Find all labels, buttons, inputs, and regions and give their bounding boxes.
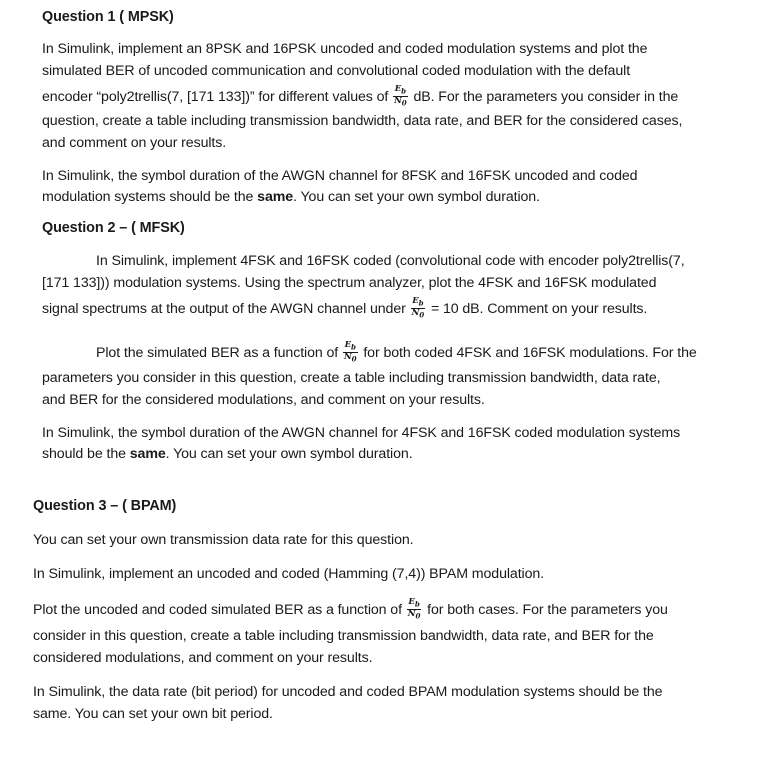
q3-p3-line-2: consider in this question, create a table including transmission bandwidth, data rate, and BER for the	[33, 628, 654, 644]
q2-p1-line-3	[42, 298, 647, 320]
q3-p4-line-2: same. You can set your own bit period.	[33, 706, 273, 722]
q1-p1-line-2: simulated BER of uncoded communication and convolutional coded modulation with the default	[42, 63, 631, 79]
q1-p1-line-4: question, create a table including transmission bandwidth, data rate, and BER for the considered cases,	[42, 113, 683, 129]
q2-p1-line-2: [171 133])) modulation systems. Using the spectrum analyzer, plot the 4FSK and 16FSK modulated	[42, 275, 657, 291]
eb-over-n0-fraction: $\frac{E_b}{N_0}$	[394, 84, 407, 108]
q2-p2-line-1-text-a: Plot the simulated BER as a function of	[96, 344, 339, 361]
q2-p3-line-2-text-a: should be the	[42, 446, 126, 462]
q1-p2-line-2-text-a: modulation systems should be the	[42, 189, 254, 205]
q2-emphasis-same: same	[129, 446, 166, 462]
q2-p1-line-1: In Simulink, implement 4FSK and 16FSK coded (convolutional code with encoder poly2trellis(7,	[96, 253, 685, 269]
q3-p3-line-1	[33, 599, 668, 621]
q2-p2-line-2: parameters you consider in this question, create a table including transmission bandwidth, data rate,	[42, 370, 661, 386]
q1-emphasis-same: same	[257, 189, 294, 205]
q3-p2: In Simulink, implement an uncoded and coded (Hamming (7,4)) BPAM modulation.	[33, 566, 545, 582]
q3-p4-line-1: In Simulink, the data rate (bit period) for uncoded and coded BPAM modulation systems should be the	[33, 684, 663, 700]
q3-p3-line-3: considered modulations, and comment on your results.	[33, 650, 373, 666]
q2-p2-line-1	[96, 342, 697, 364]
q1-p2-line-2-text-c: . You can set your own symbol duration.	[293, 189, 540, 205]
q3-p3-line-1-text-b: for both cases. For the parameters you	[427, 601, 668, 618]
q2-p1-line-3-text-a: signal spectrums at the output of the AWGN channel under	[42, 300, 406, 317]
q2-p2-line-1-text-b: for both coded 4FSK and 16FSK modulations. For the	[363, 344, 697, 361]
question-3-heading: Question 3 – ( BPAM)	[33, 498, 177, 514]
q1-p1-line-3	[42, 86, 678, 108]
q2-p3-line-2	[42, 444, 413, 464]
q1-p1-line-3-text-a: encoder “poly2trellis(7, [171 133])” for different values of	[42, 88, 389, 105]
q2-p2-line-3: and BER for the considered modulations, and comment on your results.	[42, 392, 485, 408]
q1-p1-line-3-text-b: dB. For the parameters you consider in the	[413, 88, 679, 105]
q3-p3-line-1-text-a: Plot the uncoded and coded simulated BER as a function of	[33, 601, 402, 618]
q1-p2-line-1: In Simulink, the symbol duration of the AWGN channel for 8FSK and 16FSK uncoded and coded	[42, 168, 638, 184]
q2-p1-line-3-text-b: = 10 dB. Comment on your results.	[430, 300, 648, 317]
q1-p1-line-1: In Simulink, implement an 8PSK and 16PSK uncoded and coded modulation systems and plot the	[42, 41, 648, 57]
q3-p1: You can set your own transmission data rate for this question.	[33, 532, 414, 548]
eb-over-n0-fraction: $\frac{E_b}{N_0}$	[407, 597, 421, 621]
q2-p3-line-1: In Simulink, the symbol duration of the AWGN channel for 4FSK and 16FSK coded modulation systems	[42, 425, 681, 441]
q2-p3-line-2-text-c: . You can set your own symbol duration.	[165, 446, 413, 462]
question-1-heading: Question 1 ( MPSK)	[42, 9, 174, 25]
q1-p2-line-2	[42, 187, 540, 207]
question-2-heading: Question 2 – ( MFSK)	[42, 220, 185, 236]
eb-over-n0-fraction: $\frac{E_b}{N_0}$	[411, 296, 425, 320]
q1-p1-line-5: and comment on your results.	[42, 135, 227, 151]
eb-over-n0-fraction: $\frac{E_b}{N_0}$	[344, 340, 357, 364]
